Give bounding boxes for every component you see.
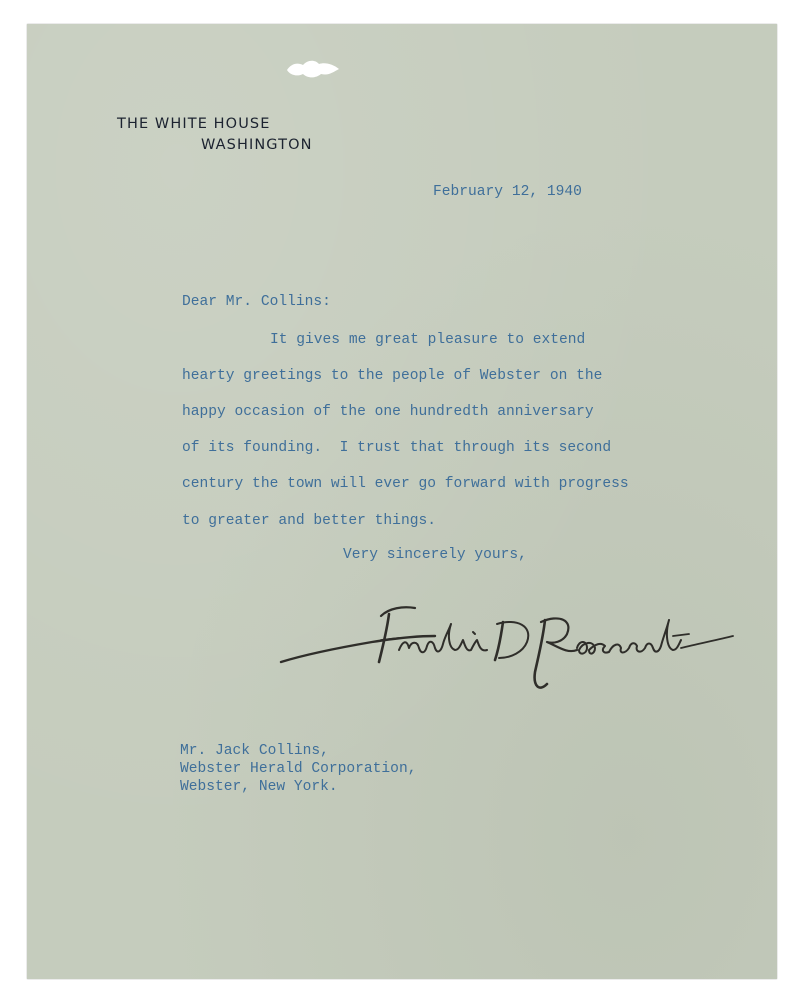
letter-date: February 12, 1940 — [433, 184, 582, 200]
recipient-organization: Webster Herald Corporation, — [180, 761, 417, 777]
body-line: hearty greetings to the people of Webster on the — [182, 368, 603, 384]
body-line: to greater and better things. — [182, 513, 436, 529]
body-line: century the town will ever go forward with progress — [182, 476, 629, 492]
letterhead-city: WASHINGTON — [201, 137, 313, 153]
recipient-name: Mr. Jack Collins, — [180, 743, 329, 759]
body-line: of its founding. I trust that through its second — [182, 440, 612, 456]
handwritten-signature — [277, 596, 737, 706]
letter-page — [27, 24, 777, 979]
recipient-city: Webster, New York. — [180, 779, 338, 795]
salutation: Dear Mr. Collins: — [182, 294, 331, 310]
body-line: happy occasion of the one hundredth anniversary — [182, 404, 594, 420]
closing: Very sincerely yours, — [343, 547, 527, 563]
paper-tear-hole — [285, 58, 341, 80]
letterhead-title: THE WHITE HOUSE — [117, 116, 271, 132]
body-line: It gives me great pleasure to extend — [270, 332, 586, 348]
